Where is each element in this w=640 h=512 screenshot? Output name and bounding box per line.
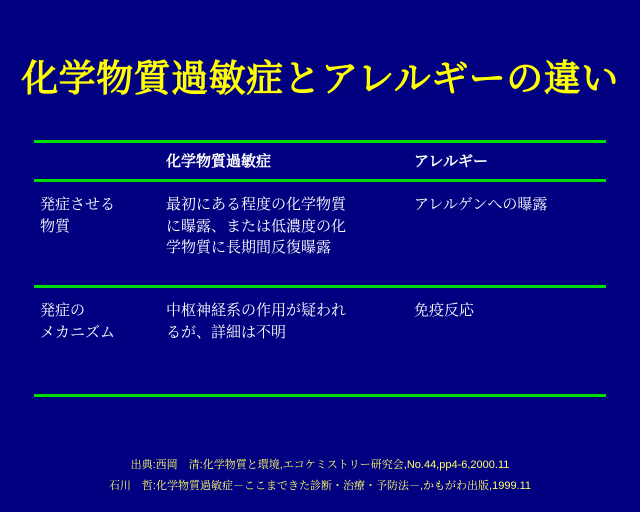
cell-line1: 最初にある程度の化学物質 bbox=[166, 195, 347, 213]
row-label-line1: 発症させる bbox=[40, 195, 116, 213]
comparison-table bbox=[34, 140, 606, 397]
row-label-line2: メカニズム bbox=[40, 323, 116, 341]
source-line-1: 出典:西岡 清:化学物質と環境,エコケミストリー研究会,No.44,pp4-6,2000.11 bbox=[130, 459, 510, 471]
table-header-row bbox=[34, 143, 606, 179]
source-line-2: 石川 哲:化学物質過敏症－ここまできた診断・治療・予防法－,かもがわ出版,1999.11 bbox=[108, 479, 532, 492]
cell-line1: 免疫反応 bbox=[414, 302, 475, 319]
table-gap-1 bbox=[34, 275, 606, 285]
table-rule-bottom bbox=[34, 394, 606, 397]
row-allergy-onset-substance bbox=[414, 194, 606, 216]
table-row bbox=[34, 288, 606, 360]
row-mcs-mechanism bbox=[166, 300, 414, 344]
table-row bbox=[34, 182, 606, 275]
row-mcs-onset-substance bbox=[166, 194, 414, 259]
header-cell-allergy: アレルギー bbox=[414, 153, 489, 170]
row-label-mechanism bbox=[34, 300, 166, 344]
header-cell-mcs: 化学物質過敏症 bbox=[166, 153, 272, 170]
cell-line3: 学物質に長期間反復曝露 bbox=[166, 239, 332, 257]
table-gap-2 bbox=[34, 360, 606, 394]
cell-line2: に曝露、または低濃度の化 bbox=[166, 217, 347, 235]
page-title: 化学物質過敏症とアレルギーの違い bbox=[21, 58, 619, 99]
cell-line2: るが、詳細は不明 bbox=[166, 323, 287, 341]
row-label-line2: 物質 bbox=[40, 217, 71, 235]
row-allergy-mechanism bbox=[414, 300, 606, 322]
row-label-onset-substance bbox=[34, 194, 166, 238]
cell-line1: 中枢神経系の作用が疑われ bbox=[166, 302, 347, 319]
source-footer bbox=[0, 455, 640, 497]
row-label-line1: 発症の bbox=[40, 302, 86, 319]
cell-line1: アレルゲンへの曝露 bbox=[414, 195, 548, 213]
